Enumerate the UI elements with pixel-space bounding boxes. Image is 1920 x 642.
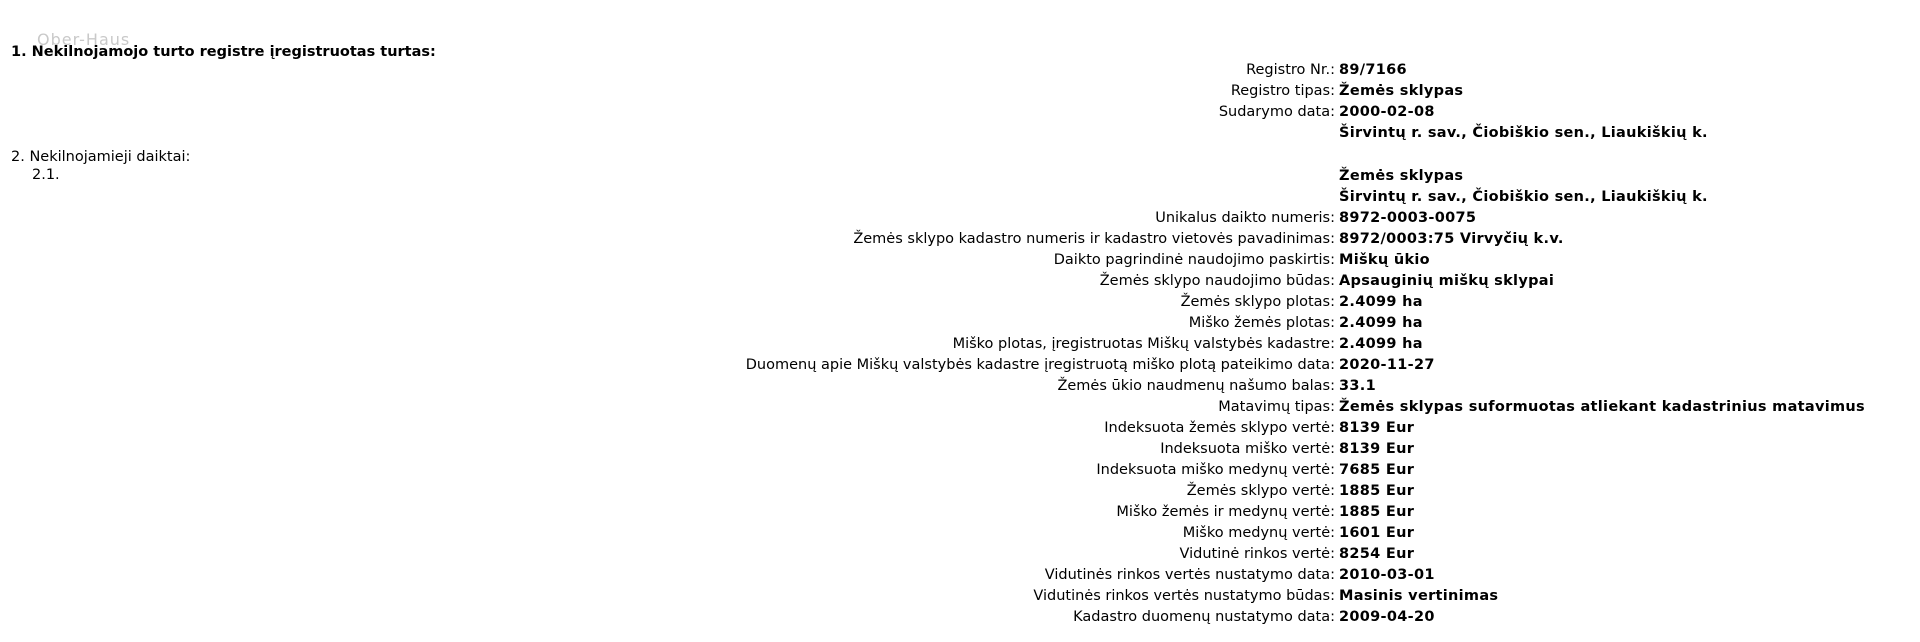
address-row xyxy=(0,187,1920,208)
field-label: Indeksuota miško vertė: xyxy=(1160,441,1335,457)
field-row xyxy=(0,229,1920,250)
field-row xyxy=(0,418,1920,439)
field-row xyxy=(0,376,1920,397)
field-label: Sudarymo data: xyxy=(1218,104,1335,120)
field-value: Žemės sklypas xyxy=(1339,83,1464,99)
field-row xyxy=(0,60,1920,81)
field-label: Žemės ūkio naudmenų našumo balas: xyxy=(1057,378,1335,394)
field-label: Kadastro duomenų nustatymo data: xyxy=(1073,609,1335,625)
field-label: Unikalus daikto numeris: xyxy=(1155,210,1335,226)
field-value: Miškų ūkio xyxy=(1339,252,1430,268)
field-row xyxy=(0,292,1920,313)
field-value: 2009-04-20 xyxy=(1339,609,1435,625)
field-label: Vidutinės rinkos vertės nustatymo būdas: xyxy=(1033,588,1335,604)
field-label: Miško žemės plotas: xyxy=(1188,315,1335,331)
field-row xyxy=(0,271,1920,292)
field-value: 8972/0003:75 Virvyčių k.v. xyxy=(1339,231,1564,247)
field-row xyxy=(0,397,1920,418)
field-value: 2.4099 ha xyxy=(1339,315,1423,331)
section-2-1-number: 2.1. xyxy=(32,167,60,183)
watermark: Ober-Haus xyxy=(37,30,131,49)
field-value: 2010-03-01 xyxy=(1339,567,1435,583)
field-row xyxy=(0,355,1920,376)
field-row xyxy=(0,208,1920,229)
field-value: 8972-0003-0075 xyxy=(1339,210,1477,226)
field-row xyxy=(0,102,1920,123)
field-label: Registro Nr.: xyxy=(1246,62,1335,78)
field-value: 1601 Eur xyxy=(1339,525,1415,541)
field-row xyxy=(0,544,1920,565)
field-label: Vidutinės rinkos vertės nustatymo data: xyxy=(1044,567,1335,583)
field-label: Indeksuota miško medynų vertė: xyxy=(1096,462,1335,478)
field-label: Žemės sklypo naudojimo būdas: xyxy=(1099,273,1335,289)
address-row xyxy=(0,123,1920,144)
field-row xyxy=(0,502,1920,523)
field-value: 2000-02-08 xyxy=(1339,104,1435,120)
field-label: Miško medynų vertė: xyxy=(1182,525,1335,541)
field-row xyxy=(0,565,1920,586)
field-row xyxy=(0,523,1920,544)
section-2-rows xyxy=(0,166,1920,628)
field-label: Žemės sklypo vertė: xyxy=(1186,483,1335,499)
field-label: Indeksuota žemės sklypo vertė: xyxy=(1104,420,1335,436)
field-label: Žemės sklypo kadastro numeris ir kadastro vietovės pavadinimas: xyxy=(853,231,1335,247)
field-row xyxy=(0,439,1920,460)
field-value: 2.4099 ha xyxy=(1339,336,1423,352)
field-value: Žemės sklypas suformuotas atliekant kadastrinius matavimus xyxy=(1339,399,1865,415)
field-value: 89/7166 xyxy=(1339,62,1407,78)
field-value: 8139 Eur xyxy=(1339,441,1415,457)
field-value: 8139 Eur xyxy=(1339,420,1415,436)
field-value: Apsauginių miškų sklypai xyxy=(1339,273,1555,289)
object-type-row xyxy=(0,166,1920,187)
field-value: 1885 Eur xyxy=(1339,504,1415,520)
field-value: 7685 Eur xyxy=(1339,462,1415,478)
field-value: 33.1 xyxy=(1339,378,1376,394)
field-value: 2020-11-27 xyxy=(1339,357,1435,373)
section-2-heading: 2. Nekilnojamieji daiktai: xyxy=(11,149,191,165)
field-row xyxy=(0,481,1920,502)
section-1-rows xyxy=(0,60,1920,144)
field-row xyxy=(0,586,1920,607)
field-label: Daikto pagrindinė naudojimo paskirtis: xyxy=(1053,252,1335,268)
field-row xyxy=(0,313,1920,334)
field-label: Miško plotas, įregistruotas Miškų valstybės kadastre: xyxy=(952,336,1335,352)
field-label: Vidutinė rinkos vertė: xyxy=(1179,546,1335,562)
field-label: Žemės sklypo plotas: xyxy=(1180,294,1335,310)
object-type-value: Žemės sklypas xyxy=(1339,168,1464,184)
field-label: Miško žemės ir medynų vertė: xyxy=(1116,504,1335,520)
field-value: 1885 Eur xyxy=(1339,483,1415,499)
address-value: Širvintų r. sav., Čiobiškio sen., Liaukiškių k. xyxy=(1339,125,1708,141)
field-value: 2.4099 ha xyxy=(1339,294,1423,310)
field-label: Matavimų tipas: xyxy=(1218,399,1335,415)
field-value: Masinis vertinimas xyxy=(1339,588,1499,604)
field-row xyxy=(0,81,1920,102)
address-value: Širvintų r. sav., Čiobiškio sen., Liaukiškių k. xyxy=(1339,189,1708,205)
field-label: Registro tipas: xyxy=(1230,83,1335,99)
field-row xyxy=(0,334,1920,355)
section-1-heading: 1. Nekilnojamojo turto registre įregistruotas turtas: xyxy=(11,44,436,60)
field-value: 8254 Eur xyxy=(1339,546,1415,562)
field-label: Duomenų apie Miškų valstybės kadastre įregistruotą miško plotą pateikimo data: xyxy=(745,357,1335,373)
field-row xyxy=(0,460,1920,481)
field-row xyxy=(0,607,1920,628)
field-row xyxy=(0,250,1920,271)
